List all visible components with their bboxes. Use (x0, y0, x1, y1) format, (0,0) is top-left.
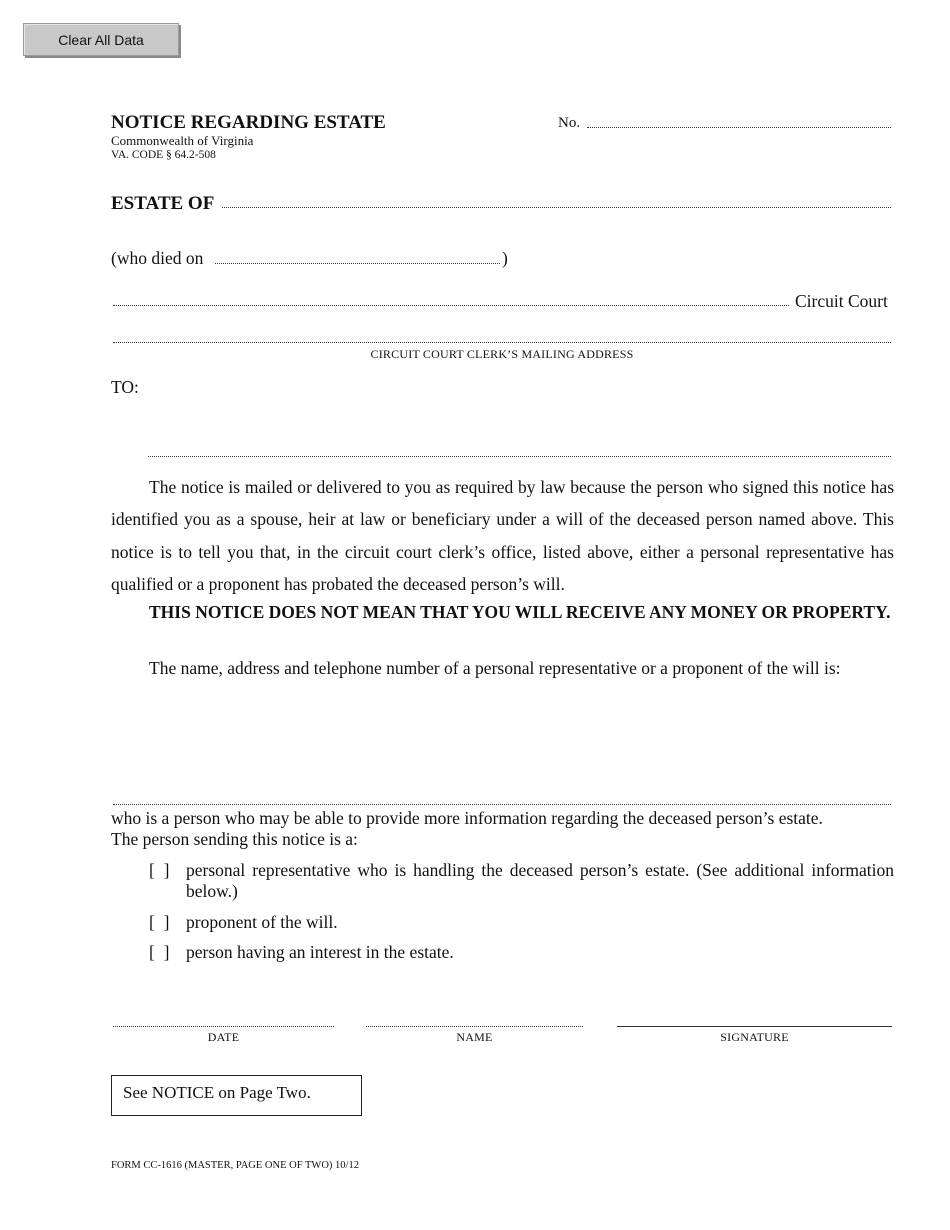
mailing-address-field[interactable] (113, 342, 891, 343)
circuit-court-field[interactable] (113, 305, 789, 306)
mailing-address-caption: CIRCUIT COURT CLERK’S MAILING ADDRESS (370, 347, 634, 361)
to-label: TO: (111, 377, 139, 397)
sender-intro: The person sending this notice is a: (111, 829, 358, 849)
name-caption: NAME (456, 1030, 493, 1044)
option-label: person having an interest in the estate. (186, 942, 454, 962)
date-caption: DATE (207, 1030, 240, 1044)
notice-warning: THIS NOTICE DOES NOT MEAN THAT YOU WILL RECEIVE ANY MONEY OR PROPERTY. (149, 602, 891, 622)
option-proponent[interactable] (149, 912, 894, 934)
died-on-close: ) (502, 248, 508, 268)
notice-paragraph: The notice is mailed or delivered to you as required by law because the person who signed this notice has identified you as a spouse, heir at law or beneficiary under a will of the deceased person named above. This notice is to tell you that, in the circuit court clerk’s office, listed above, either a personal representative has qualified or a proponent has probated the deceased person’s will. (111, 477, 894, 594)
died-on-label: (who died on (111, 248, 204, 268)
option-label: proponent of the will. (186, 912, 338, 932)
header-code: VA. CODE § 64.2-508 (111, 149, 216, 161)
checkbox[interactable]: [ ] (149, 942, 170, 962)
date-field[interactable] (113, 1026, 334, 1027)
clear-all-data-button[interactable]: Clear All Data (23, 23, 179, 56)
option-label: personal representative who is handling the deceased person’s estate. (See additional information below.) (186, 860, 894, 901)
representative-intro: The name, address and telephone number of a personal representative or a proponent of the will is: (149, 658, 841, 678)
option-interested-person[interactable] (149, 942, 894, 964)
page-title: NOTICE REGARDING ESTATE (111, 112, 386, 133)
header-subtitle: Commonwealth of Virginia (111, 133, 254, 148)
death-date-field[interactable] (215, 263, 500, 264)
checkbox[interactable]: [ ] (149, 860, 170, 880)
signature-field[interactable] (617, 1026, 892, 1027)
see-notice-text: See NOTICE on Page Two. (123, 1083, 311, 1102)
option-personal-representative[interactable] (149, 860, 894, 904)
see-notice-box (111, 1075, 362, 1116)
representative-field[interactable] (113, 804, 891, 805)
more-info-text: who is a person who may be able to provide more information regarding the deceased person’s estate. (111, 808, 823, 828)
form-footer: FORM CC-1616 (MASTER, PAGE ONE OF TWO) 10/12 (111, 1160, 359, 1171)
signature-caption: SIGNATURE (720, 1030, 789, 1044)
estate-name-field[interactable] (222, 207, 891, 208)
circuit-court-label: Circuit Court (795, 291, 888, 311)
checkbox[interactable]: [ ] (149, 912, 170, 932)
name-field[interactable] (366, 1026, 583, 1027)
number-field[interactable] (587, 127, 891, 128)
estate-of-label: ESTATE OF (111, 193, 215, 214)
number-label: No. (558, 115, 581, 131)
recipient-field[interactable] (148, 456, 891, 457)
